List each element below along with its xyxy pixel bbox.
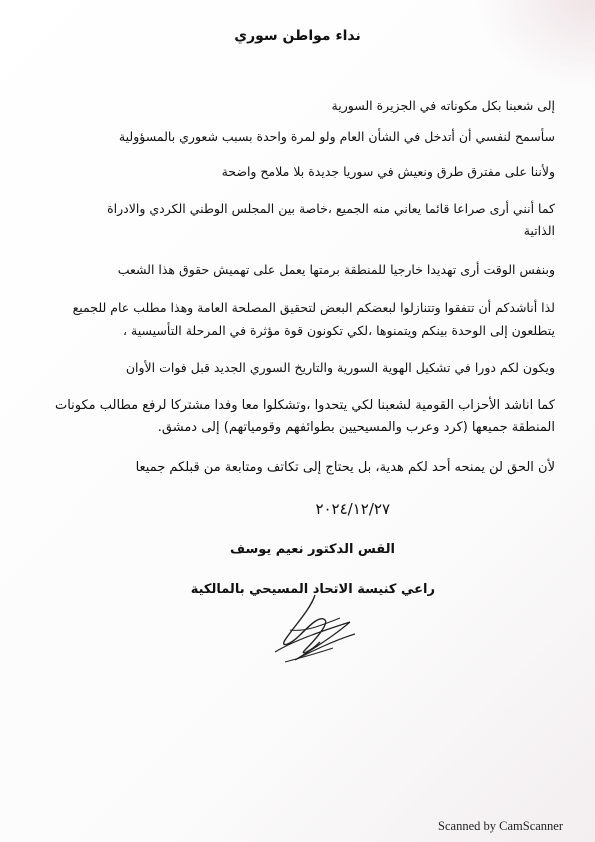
page-corner-shadow: [475, 0, 595, 90]
body-line-10: كما اناشد الأحزاب القومية لشعبنا لكي يتحدوا ،وتشكلوا معا وفدا مشتركا لرفع مطالب مكونات: [54, 398, 555, 413]
scanner-watermark: Scanned by CamScanner: [438, 819, 563, 833]
body-line-6: وبنفس الوقت أرى تهديدا خارجيا للمنطقة برمتها يعمل على تهميش حقوق هذا الشعب: [117, 262, 555, 277]
body-line-3: ولأننا على مفترق طرق ونعيش في سوريا جديدة بلا ملامح واضحة: [221, 164, 555, 179]
body-line-7: لذا أناشدكم أن تتفقوا وتتنازلوا لبعضكم البعض لتحقيق المصلحة العامة وهذا مطلب عام للجميع: [72, 300, 555, 315]
body-line-1: إلى شعبنا بكل مكوناته في الجزيرة السورية: [331, 98, 555, 113]
body-line-4: كما أنني أرى صراعا قائما يعاني منه الجميع ،خاصة بين المجلس الوطني الكردي والادراة: [107, 201, 555, 216]
body-line-2: سأسمح لنفسي أن أتدخل في الشأن العام ولو لمرة واحدة بسبب شعوري بالمسؤولية: [118, 129, 555, 144]
body-line-11: المنطقة جميعها (كرد وعرب والمسيحيين بطوائفهم وقومياتهم) إلى دمشق.: [157, 420, 555, 435]
body-line-9: ويكون لكم دورا في تشكيل الهوية السورية والتاريخ السوري الجديد قبل فوات الأوان: [125, 360, 555, 375]
signatory-name: القس الدكتور نعيم يوسف: [229, 542, 395, 557]
body-line-5: الذاتية: [523, 223, 555, 238]
document-title: نداء مواطن سوري: [234, 28, 361, 44]
signatory-role: راعي كنيسة الاتحاد المسيحي بالمالكية: [190, 582, 435, 597]
document-date: ٢٠٢٤/١٢/٢٧: [315, 500, 390, 518]
handwritten-signature: [255, 590, 375, 670]
body-line-8: يتطلعون إلى الوحدة بينكم ويتمنوها ،لكي تكونون قوة مؤثرة في المرحلة التأسيسية ،: [123, 323, 555, 338]
body-line-12: لأن الحق لن يمنحه أحد لكم هدية، بل يحتاج إلى تكاتف ومتابعة من قبلكم جميعا: [135, 460, 555, 475]
